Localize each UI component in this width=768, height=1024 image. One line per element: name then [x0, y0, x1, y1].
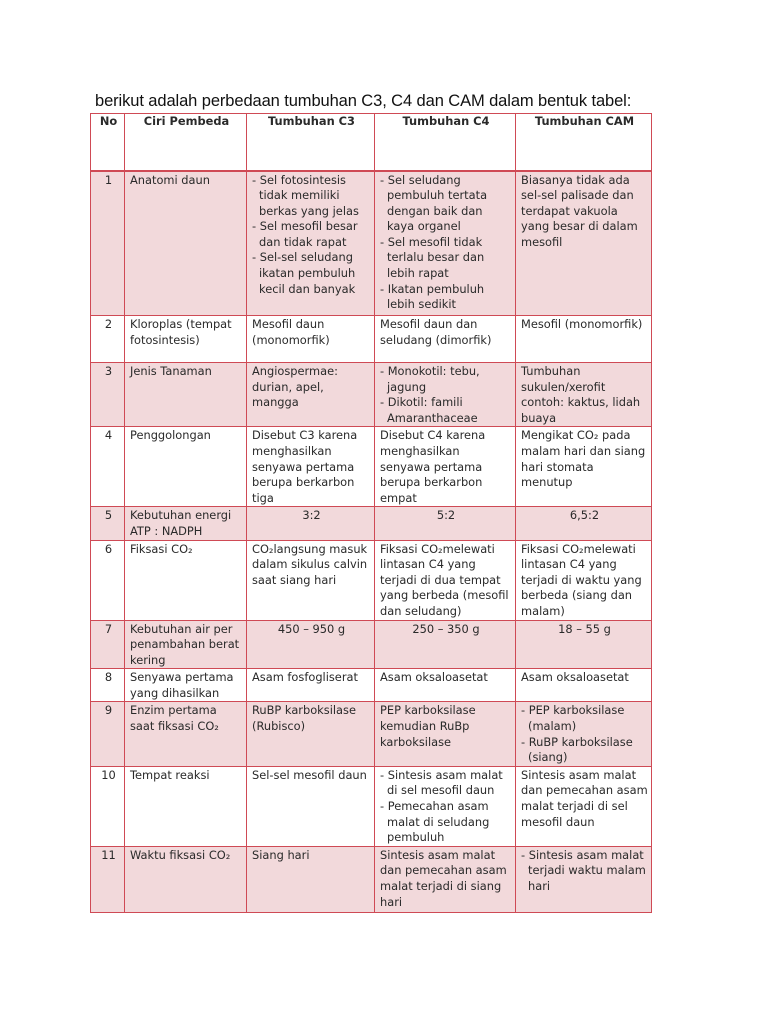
cell-cam [516, 702, 652, 766]
cell-text: Fiksasi CO₂melewati lintasan C4 yang terjadi di waktu yang berbeda (siang dan malam) [521, 541, 642, 618]
cell-text: - Sel fotosintesis tidak memiliki berkas yang jelas [252, 172, 359, 218]
table-row [91, 363, 652, 427]
table-row [91, 702, 652, 766]
cell-cam [516, 363, 652, 427]
cell-text: Asam fosfogliserat [252, 670, 358, 685]
cell-text: - Sel seludang pembuluh tertata dengan baik dan kaya organel [380, 172, 488, 234]
row-number: 9 [91, 702, 125, 766]
cell-cam [516, 766, 652, 846]
cell-c4 [375, 702, 516, 766]
row-criterion: Anatomi daun [125, 171, 247, 316]
cell-text: Asam oksaloasetat [521, 670, 629, 685]
cell-cam [516, 171, 652, 316]
cell-c3 [247, 846, 375, 912]
row-number: 11 [91, 846, 125, 912]
cell-text: Angiospermae: durian, apel, mangga [252, 364, 338, 410]
row-criterion: Jenis Tanaman [125, 363, 247, 427]
cell-text: Mesofil (monomorfik) [521, 317, 643, 331]
cell-text: - Ikatan pembuluh lebih sedikit [380, 281, 485, 312]
cell-text: - Sel mesofil besar dan tidak rapat [252, 219, 358, 249]
row-number: 5 [91, 507, 125, 540]
cell-text: Mengikat CO₂ pada malam hari dan siang hari stomata menutup [521, 428, 646, 490]
cell-cam [516, 620, 652, 669]
table-row [91, 171, 652, 316]
table-row [91, 766, 652, 846]
row-criterion: Kebutuhan energi ATP : NADPH [125, 507, 247, 540]
cell-text: 6,5:2 [569, 508, 600, 523]
column-header-cam: Tumbuhan CAM [516, 114, 652, 171]
cell-text: Tumbuhan sukulen/xerofit contoh: kaktus, lidah buaya [521, 364, 641, 425]
row-number: 8 [91, 669, 125, 702]
cell-text: 250 – 350 g [412, 621, 480, 636]
cell-text: 450 – 950 g [277, 621, 346, 636]
cell-c3 [247, 171, 375, 316]
row-criterion: Tempat reaksi [125, 766, 247, 846]
cell-c4 [375, 846, 516, 912]
cell-text: 3:2 [302, 508, 321, 523]
cell-text: - Sintesis asam malat di sel mesofil daun [380, 767, 503, 798]
cell-cam [516, 316, 652, 363]
cell-text: - Dikotil: famili Amaranthaceae [380, 395, 478, 425]
row-criterion: Waktu fiksasi CO₂ [125, 846, 247, 912]
cell-text: Asam oksaloasetat [380, 670, 488, 685]
cell-text: Mesofil daun (monomorfik) [252, 317, 330, 347]
cell-text: - Sintesis asam malat terjadi waktu malam hari [521, 847, 646, 893]
cell-text: - Sel mesofil tidak terlalu besar dan lebih rapat [380, 234, 485, 281]
cell-text: Siang hari [252, 847, 310, 862]
cell-c3 [247, 363, 375, 427]
row-criterion: Enzim pertama saat fiksasi CO₂ [125, 702, 247, 766]
cell-cam [516, 846, 652, 912]
cell-c4 [375, 620, 516, 669]
row-criterion: Senyawa pertama yang dihasilkan [125, 669, 247, 702]
cell-c4 [375, 316, 516, 363]
row-criterion: Kloroplas (tempat fotosintesis) [125, 316, 247, 363]
cell-text: 5:2 [436, 508, 456, 523]
table-row [91, 669, 652, 702]
cell-c3 [247, 669, 375, 702]
cell-c3 [247, 427, 375, 507]
cell-text: Sel-sel mesofil daun [252, 767, 367, 782]
cell-c3 [247, 316, 375, 363]
row-criterion: Fiksasi CO₂ [125, 540, 247, 620]
table-row [91, 427, 652, 507]
page-heading: berikut adalah perbedaan tumbuhan C3, C4 dan CAM dalam bentuk tabel: [95, 92, 632, 110]
cell-c3 [247, 766, 375, 846]
cell-c3 [247, 620, 375, 669]
cell-c4 [375, 171, 516, 316]
table-body [91, 171, 652, 913]
cell-cam [516, 507, 652, 540]
cell-text: Disebut C3 karena menghasilkan senyawa pertama berupa berkarbon tiga [252, 428, 358, 505]
cell-c4 [375, 427, 516, 507]
cell-cam [516, 540, 652, 620]
cell-c4 [375, 766, 516, 846]
row-number: 10 [91, 766, 125, 846]
row-criterion: Penggolongan [125, 427, 247, 507]
cell-text: - Monokotil: tebu, jagung [380, 364, 480, 394]
column-header-ciri: Ciri Pembeda [125, 114, 247, 171]
cell-text: - RuBP karboksilase (siang) [521, 734, 633, 765]
cell-c3 [247, 702, 375, 766]
cell-c4 [375, 540, 516, 620]
table-row [91, 316, 652, 363]
cell-c3 [247, 540, 375, 620]
column-header-c4: Tumbuhan C4 [375, 114, 516, 171]
table-row [91, 540, 652, 620]
cell-text: - Pemecahan asam malat di seludang pembuluh [380, 799, 490, 845]
cell-text: Sintesis asam malat dan pemecahan asam malat terjadi di siang hari [380, 847, 507, 909]
cell-c4 [375, 363, 516, 427]
table-header-row [91, 114, 652, 171]
table-row [91, 620, 652, 669]
cell-text: PEP karboksilase kemudian RuBp karboksilase [380, 703, 476, 749]
cell-c4 [375, 507, 516, 540]
row-number: 7 [91, 620, 125, 669]
table-row [91, 846, 652, 912]
row-number: 6 [91, 540, 125, 620]
column-header-no: No [91, 114, 125, 171]
cell-text: - PEP karboksilase (malam) [521, 703, 625, 734]
column-header-c3: Tumbuhan C3 [247, 114, 375, 171]
row-number: 4 [91, 427, 125, 507]
row-number: 1 [91, 171, 125, 316]
row-number: 3 [91, 363, 125, 427]
cell-text: Disebut C4 karena menghasilkan senyawa pertama berupa berkarbon empat [380, 428, 486, 505]
cell-text: - Sel-sel seludang ikatan pembuluh kecil dan banyak [252, 250, 356, 296]
row-criterion: Kebutuhan air per penambahan berat kering [125, 620, 247, 669]
cell-text: RuBP karboksilase (Rubisco) [252, 703, 356, 734]
cell-text: Biasanya tidak ada sel-sel palisade dan terdapat vakuola yang besar di dalam mesofil [521, 172, 638, 249]
cell-text: CO₂langsung masuk dalam sikulus calvin saat siang hari [252, 541, 368, 587]
cell-text: Mesofil daun dan seludang (dimorfik) [380, 317, 492, 347]
cell-cam [516, 669, 652, 702]
comparison-table [90, 113, 652, 913]
cell-text: 18 – 55 g [558, 621, 611, 636]
row-number: 2 [91, 316, 125, 363]
table-row [91, 507, 652, 540]
cell-c4 [375, 669, 516, 702]
cell-cam [516, 427, 652, 507]
cell-text: Fiksasi CO₂melewati lintasan C4 yang terjadi di dua tempat yang berbeda (mesofil dan seludang) [380, 541, 509, 618]
cell-text: Sintesis asam malat dan pemecahan asam malat terjadi di sel mesofil daun [521, 767, 648, 829]
cell-c3 [247, 507, 375, 540]
